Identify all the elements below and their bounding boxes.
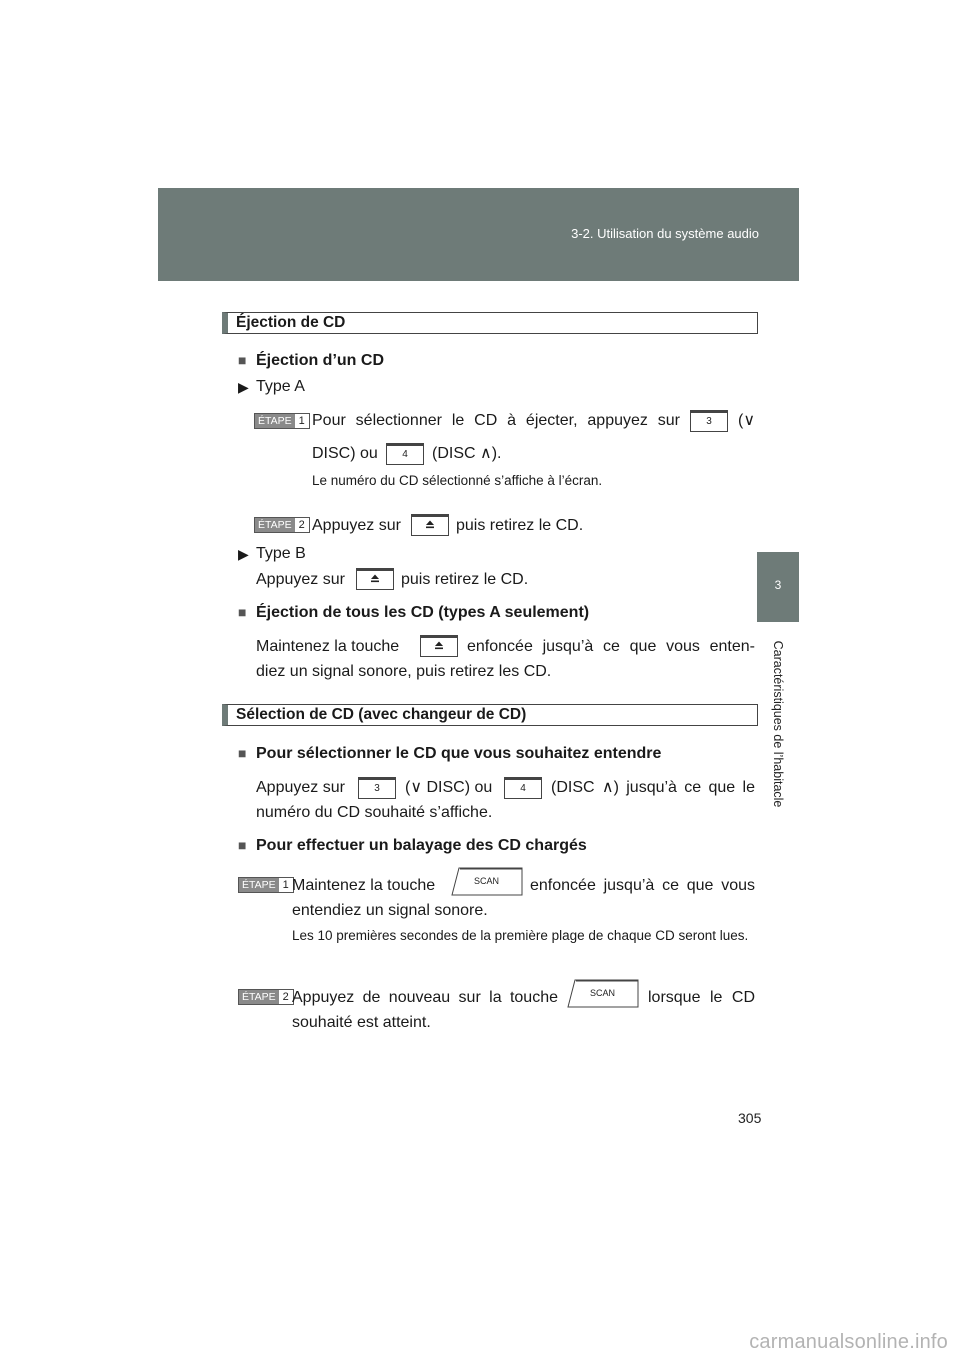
select-disc-up: (DISC ∧) jusqu’à ce que le [551,779,755,796]
scan-step-1-text-cont: enfoncée jusqu’à ce que vous [530,877,755,894]
chapter-number: 3 [774,578,782,592]
eject-button[interactable] [411,514,449,536]
section-heading-ejection: Éjection de CD [222,312,758,334]
step-1-disc-up: (DISC ∧). [432,445,502,462]
square-bullet-icon: ■ [238,745,247,761]
eject-button[interactable] [420,635,458,657]
step-1-badge: ÉTAPE 1 [254,413,310,429]
square-bullet-icon: ■ [238,604,247,620]
key-4-button[interactable]: 4 [504,777,542,799]
key-3-button[interactable]: 3 [358,777,396,799]
type-a-label: Type A [256,378,305,395]
section-heading-selection: Sélection de CD (avec changeur de CD) [222,704,758,726]
scan-step-2-text-end: souhaité est atteint. [292,1014,431,1031]
eject-all-text-end: diez un signal sonore, puis retirez les CD. [256,663,552,680]
key-3-button[interactable]: 3 [690,410,728,432]
section-title: 3-2. Utilisation du système audio [571,226,759,241]
scan-step-1-text-end: entendiez un signal sonore. [292,902,488,919]
type-b-text: Appuyez sur [256,571,345,588]
scan-note: Les 10 premières secondes de la première plage de chaque CD seront lues. [292,928,749,943]
type-b-label: Type B [256,545,306,562]
square-bullet-icon: ■ [238,837,247,853]
subheading-eject-one: Éjection d’un CD [256,352,384,369]
eject-button[interactable] [356,568,394,590]
select-disc-down: (∨ DISC) ou [405,779,493,796]
scan-step-2-text: Appuyez de nouveau sur la touche [292,989,558,1006]
triangle-pointer-icon: ▶ [238,546,249,562]
scan-step-1-text: Maintenez la touche [292,877,436,894]
eject-all-text: Maintenez la touche [256,638,400,655]
step-2-text: Appuyez sur [312,517,401,534]
step-2-text-end: puis retirez le CD. [456,517,584,534]
subheading-select-cd: Pour sélectionner le CD que vous souhaitez entendre [256,745,662,762]
scan-step-2-text-cont: lorsque le CD [648,989,755,1006]
step-1-disc-down: (∨ [738,412,756,429]
select-text: Appuyez sur [256,779,345,796]
eject-all-text-cont: enfoncée jusqu’à ce que vous enten- [467,638,755,655]
key-4-button[interactable]: 4 [386,443,424,465]
scan-button[interactable] [567,978,639,1008]
eject-icon [435,641,444,650]
page-number: 305 [738,1110,762,1126]
eject-icon [426,520,435,529]
chapter-tab [757,552,799,622]
step-1-disc-or: DISC) ou [312,445,378,462]
scan-key-label: SCAN [590,988,616,998]
step-1-note: Le numéro du CD sélectionné s’affiche à l’écran. [312,473,603,488]
subheading-eject-all: Éjection de tous les CD (types A seulement) [256,604,590,621]
step-1-text: Pour sélectionner le CD à éjecter, appuyez sur [312,412,680,429]
type-b-text-end: puis retirez le CD. [401,571,529,588]
header-band [158,188,799,281]
step-1-badge: ÉTAPE 1 [238,877,294,893]
select-text-end: numéro du CD souhaité s’affiche. [256,804,493,821]
watermark: carmanualsonline.info [749,1331,948,1353]
step-2-badge: ÉTAPE 2 [254,517,310,533]
scan-key-label: SCAN [474,876,500,886]
eject-icon [371,574,380,583]
step-2-badge: ÉTAPE 2 [238,989,294,1005]
subheading-scan: Pour effectuer un balayage des CD chargés [256,837,587,854]
triangle-pointer-icon: ▶ [238,379,249,395]
scan-button[interactable] [451,866,523,896]
square-bullet-icon: ■ [238,352,247,368]
